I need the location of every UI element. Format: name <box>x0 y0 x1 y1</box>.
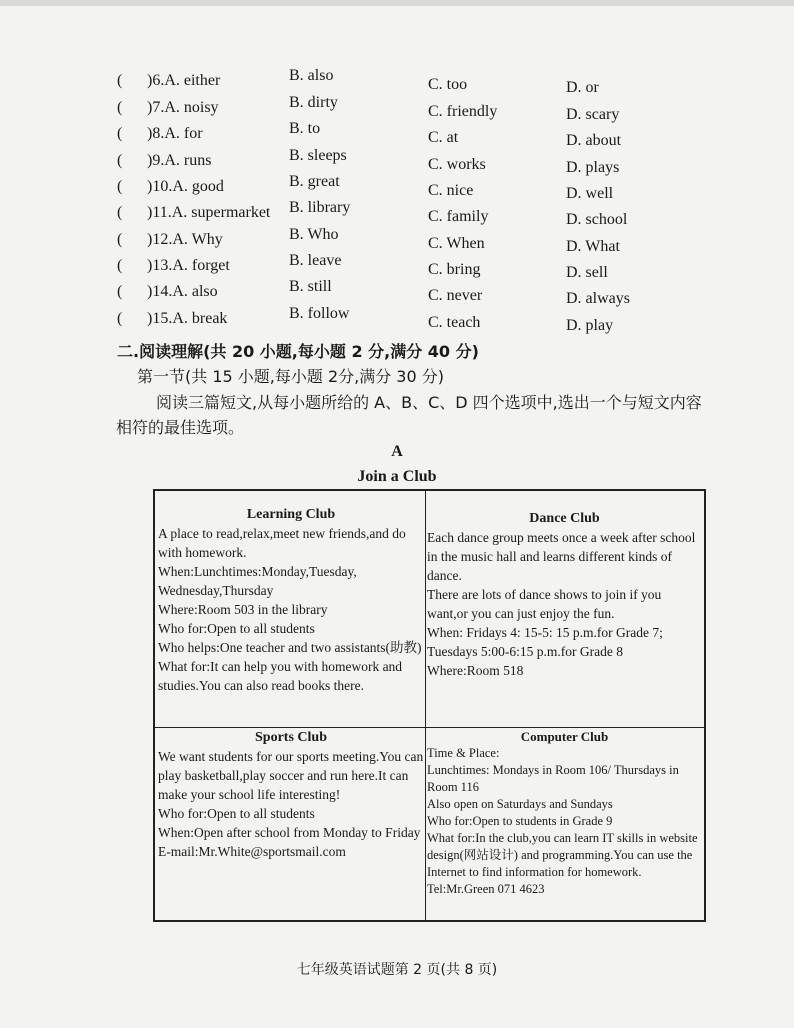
option-a: )15.A. break <box>147 310 228 327</box>
answer-blank: ( <box>117 152 123 169</box>
sports-club-line: When:Open after school from Monday to Friday <box>158 825 421 840</box>
dance-club-line: Where:Room 518 <box>427 663 524 678</box>
option-d: D. scary <box>566 106 620 123</box>
dance-club-title: Dance Club <box>529 511 600 526</box>
computer-club-title: Computer Club <box>520 729 609 744</box>
learning-club-title: Learning Club <box>246 507 336 522</box>
passage-letter: A <box>391 443 403 460</box>
option-d: D. play <box>566 317 614 334</box>
option-d: D. or <box>566 79 599 96</box>
option-c: C. at <box>428 129 459 146</box>
computer-club-line: What for:In the club,you can learn IT skills in website design(网站设计) and programming.You can use the Internet to find information for homework. <box>427 831 698 879</box>
computer-club-body <box>427 745 702 898</box>
answer-blank: ( <box>117 283 123 300</box>
option-a: )13.A. forget <box>147 257 230 274</box>
learning-club-body <box>158 524 424 695</box>
option-d: D. school <box>566 211 628 228</box>
question-row <box>0 147 794 176</box>
option-b: B. dirty <box>289 94 338 111</box>
option-a: )11.A. supermarket <box>147 204 271 221</box>
question-row <box>0 226 794 255</box>
learning-club-line: What for:It can help you with homework and studies.You can also read books there. <box>158 659 403 693</box>
option-c: C. bring <box>428 261 481 278</box>
section-instruction: 阅读三篇短文,从每小题所给的 A、B、C、D 四个选项中,选出一个与短文内容相符的最佳选项。 <box>116 393 702 437</box>
computer-club-line: Time & Place: <box>427 746 500 760</box>
answer-blank: ( <box>117 310 123 327</box>
answer-blank: ( <box>117 204 123 221</box>
learning-club-line: When:Lunchtimes:Monday,Tuesday, Wednesday,Thursday <box>158 564 357 598</box>
computer-club-line: Tel:Mr.Green 071 4623 <box>427 882 545 896</box>
option-d: D. plays <box>566 159 620 176</box>
option-d: D. What <box>566 238 620 255</box>
option-d: D. well <box>566 185 614 202</box>
answer-blank: ( <box>117 231 123 248</box>
learning-club-line: Where:Room 503 in the library <box>158 602 328 617</box>
option-b: B. sleeps <box>289 147 347 164</box>
dance-club-line: There are lots of dance shows to join if you want,or you can just enjoy the fun. <box>427 587 662 621</box>
option-d: D. always <box>566 290 630 307</box>
option-c: C. family <box>428 208 489 225</box>
sports-club-line: E-mail:Mr.White@sportsmail.com <box>158 844 346 859</box>
sports-club-title: Sports Club <box>255 730 327 745</box>
learning-club-line: Who helps:One teacher and two assistants(助教) <box>158 640 422 655</box>
answer-blank: ( <box>117 178 123 195</box>
dance-club-line: Each dance group meets once a week after school in the music hall and learns different kinds of dance. <box>427 530 696 583</box>
scan-edge <box>0 0 794 6</box>
sports-club-line: Who for:Open to all students <box>158 806 315 821</box>
option-a: )10.A. good <box>147 178 224 195</box>
option-a: )12.A. Why <box>147 231 223 248</box>
option-c: C. too <box>428 76 468 93</box>
answer-blank: ( <box>117 99 123 116</box>
answer-blank: ( <box>117 257 123 274</box>
computer-club-cell <box>427 728 702 898</box>
section-title: 二.阅读理解(共 20 小题,每小题 2 分,满分 40 分) <box>117 342 479 361</box>
option-c: C. When <box>428 235 485 252</box>
option-b: B. library <box>289 199 351 216</box>
option-b: B. follow <box>289 305 350 322</box>
option-b: B. leave <box>289 252 342 269</box>
option-c: C. nice <box>428 182 474 199</box>
option-b: B. to <box>289 120 321 137</box>
section-subtitle: 第一节(共 15 小题,每小题 2分,满分 30 分) <box>137 367 444 386</box>
option-a: )9.A. runs <box>147 152 212 169</box>
dance-club-line: When: Fridays 4: 15-5: 15 p.m.for Grade 7; Tuesdays 5:00-6:15 p.m.for Grade 8 <box>427 625 663 659</box>
option-a: )7.A. noisy <box>147 99 219 116</box>
dance-club-cell <box>427 509 702 680</box>
option-b: B. also <box>289 67 334 84</box>
option-c: C. friendly <box>428 103 498 120</box>
passage-title: Join a Club <box>357 468 437 485</box>
table-divider-vertical <box>425 491 426 920</box>
option-c: C. works <box>428 156 486 173</box>
question-row <box>0 173 794 202</box>
question-row <box>0 305 794 334</box>
answer-blank: ( <box>117 72 123 89</box>
option-a: )8.A. for <box>147 125 203 142</box>
question-row <box>0 120 794 149</box>
club-table <box>153 489 706 922</box>
option-a: )6.A. either <box>147 72 221 89</box>
question-row <box>0 67 794 96</box>
question-row <box>0 199 794 228</box>
dance-club-body <box>427 528 702 680</box>
option-d: D. about <box>566 132 622 149</box>
option-d: D. sell <box>566 264 608 281</box>
learning-club-cell <box>158 505 424 695</box>
question-row <box>0 94 794 123</box>
sports-club-cell <box>158 728 424 861</box>
page-footer: 七年级英语试题第 2 页(共 8 页) <box>296 962 498 978</box>
question-row <box>0 278 794 307</box>
computer-club-line: Who for:Open to students in Grade 9 <box>427 814 613 828</box>
answer-blank: ( <box>117 125 123 142</box>
option-c: C. never <box>428 287 483 304</box>
option-b: B. Who <box>289 226 339 243</box>
option-c: C. teach <box>428 314 481 331</box>
learning-club-line: A place to read,relax,meet new friends,and do with homework. <box>158 526 406 560</box>
sports-club-line: We want students for our sports meeting.You can play basketball,play soccer and run here.It can make your school life interesting! <box>158 749 424 802</box>
option-a: )14.A. also <box>147 283 218 300</box>
computer-club-line: Lunchtimes: Mondays in Room 106/ Thursdays in Room 116 <box>427 763 679 794</box>
computer-club-line: Also open on Saturdays and Sundays <box>427 797 613 811</box>
question-row <box>0 252 794 281</box>
option-b: B. still <box>289 278 332 295</box>
sports-club-body <box>158 747 424 861</box>
learning-club-line: Who for:Open to all students <box>158 621 315 636</box>
option-b: B. great <box>289 173 340 190</box>
